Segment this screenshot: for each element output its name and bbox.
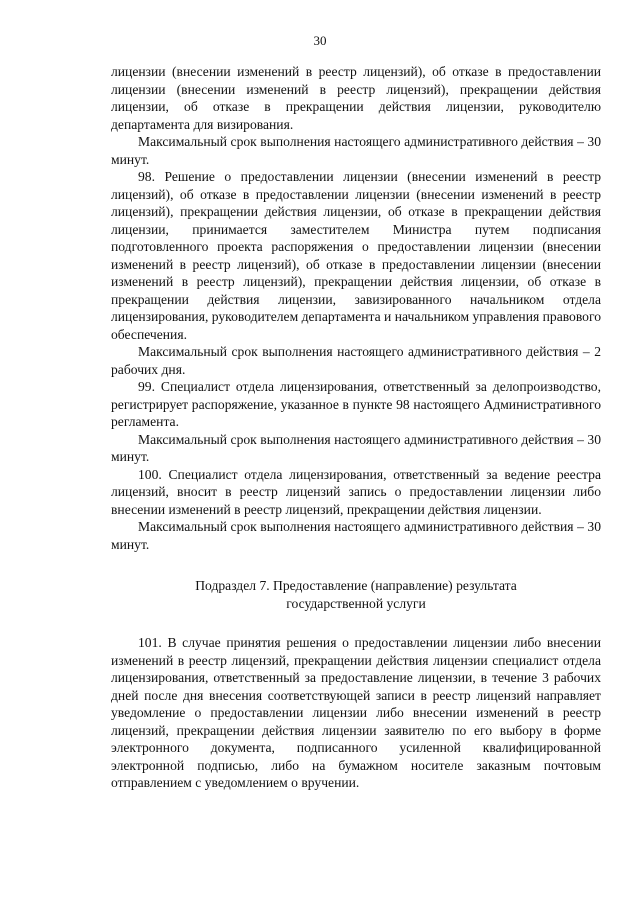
section-heading-line-2: государственной услуги	[286, 595, 426, 611]
paragraph-101: 101. В случае принятия решения о предоставлении лицензии либо внесении изменений в реестр лицензий, прекращении действия лицензии специалист отдела лицензирования, ответственный за предоставление лицензии, в течение 3 рабочих дней после дня внесения соответствующей записи в реестр лицензий направляет уведомление о предоставлении лицензии либо внесении изменений в реестр лицензий, прекращении действия лицензии заявителю по его выбору в форме электронного документа, подписанного усиленной квалифицированной электронной подписью, либо на бумажном носителе заказным почтовым отправлением с уведомлением о вручении.	[111, 635, 601, 790]
paragraph-max-time: Максимальный срок выполнения настоящего административного действия – 30 минут.	[111, 134, 601, 167]
paragraph-100: 100. Специалист отдела лицензирования, ответственный за ведение реестра лицензий, вносит в реестр лицензий запись о предоставлении лицензии либо внесении изменений в реестр лицензий, прекращении действия лицензии.	[111, 466, 601, 517]
paragraph-99: 99. Специалист отдела лицензирования, ответственный за делопроизводство, регистрирует распоряжение, указанное в пункте 98 настоящего Административного регламента.	[111, 379, 601, 429]
section-heading-line-1: Подраздел 7. Предоставление (направление) результата	[195, 578, 517, 593]
paragraph-max-time: Максимальный срок выполнения настоящего административного действия – 2 рабочих дня.	[111, 344, 601, 377]
paragraph-98: 98. Решение о предоставлении лицензии (внесении изменений в реестр лицензий), об отказе в предоставлении лицензии (внесении изменений в реестр лицензий), прекращении действия лицензии, об отказе в прекращении действия лицензии, принимается заместителем Министра путем подписания подготовленного проекта распоряжения о предоставлении лицензии (внесении изменений в реестр лицензий), об отказе в предоставлении лицензии (внесении изменений в реестр лицензий), прекращении действия лицензии, об отказе в прекращении действия лицензии, завизированного начальником отдела лицензирования, руководителем департамента и начальником управления правового обеспечения.	[111, 169, 602, 342]
document-body	[111, 63, 601, 792]
paragraph-continuation: лицензии (внесении изменений в реестр лицензий), об отказе в предоставлении лицензии (внесении изменений в реестр лицензий), прекращении действия лицензии, об отказе в прекращении действия лицензии, руководителю департамента для визирования.	[111, 64, 601, 132]
section-heading	[111, 577, 601, 612]
page-number: 30	[313, 33, 327, 48]
paragraph-max-time: Максимальный срок выполнения настоящего административного действия – 30 минут.	[111, 519, 601, 552]
paragraph-max-time: Максимальный срок выполнения настоящего административного действия – 30 минут.	[111, 431, 601, 464]
